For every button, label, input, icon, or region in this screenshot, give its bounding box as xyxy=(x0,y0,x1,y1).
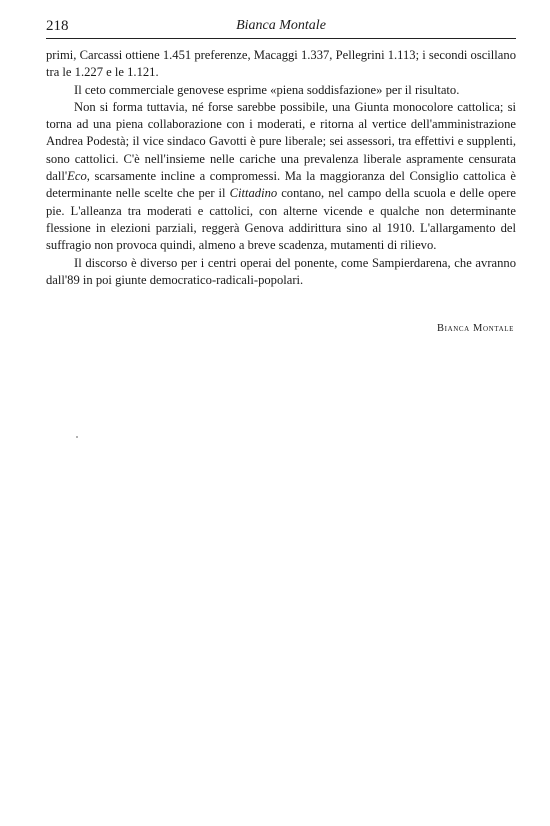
text-run: Non si forma tuttavia, né forse sarebbe possibile, una Giunta monocolore cattolica; si torna ad una piena collaborazione con i moderati, e ritorna al vertice dell'amministrazione Andrea Podestà; il vice sindaco Gavotti è pure liberale; sei assessori, tra effettivi e supplenti, sono cattolici. C'è nell'insieme nelle cariche una prevalenza liberale aspramente censurata dall' xyxy=(46,99,516,184)
italic-run: Cittadino xyxy=(229,186,278,201)
paragraph-1 xyxy=(46,47,516,82)
running-title: Bianca Montale xyxy=(236,18,326,33)
paragraph-2 xyxy=(46,82,516,99)
text-run: primi, Carcassi ottiene 1.451 preferenze, Macaggi 1.337, Pellegrini 1.113; i secondi oscillano tra le 1.227 e le 1.121. xyxy=(46,48,516,80)
running-head xyxy=(46,16,516,39)
body-text xyxy=(46,47,516,289)
stray-print-mark xyxy=(76,436,78,438)
page xyxy=(46,16,516,334)
paragraph-4 xyxy=(46,255,516,290)
author-signature: Bianca Montale xyxy=(437,323,514,335)
text-run: , scarsamente incline a compromessi. Ma la maggioranza del Consiglio cattolica è determinante nelle scelte che per il xyxy=(46,169,516,201)
paragraph-3 xyxy=(46,99,516,255)
page-number: 218 xyxy=(46,18,69,34)
italic-run: Eco xyxy=(67,169,87,184)
text-run: contano, nel campo della scuola e delle opere pie. L'alleanza tra moderati e cattolici, con alterne vicende e qualche non determinante flessione in elezioni parziali, reggerà Genova addirittura sino al 1910. L'allargamento del suffragio non provoca quindi, almeno a breve scadenza, mutamenti di rilievo. xyxy=(46,186,516,253)
text-run: Il ceto commerciale genovese esprime «piena soddisfazione» per il risultato. xyxy=(74,82,460,97)
text-run: Il discorso è diverso per i centri operai del ponente, come Sampierdarena, che avranno dall'89 in poi giunte democratico-radicali-popolari. xyxy=(46,255,516,287)
